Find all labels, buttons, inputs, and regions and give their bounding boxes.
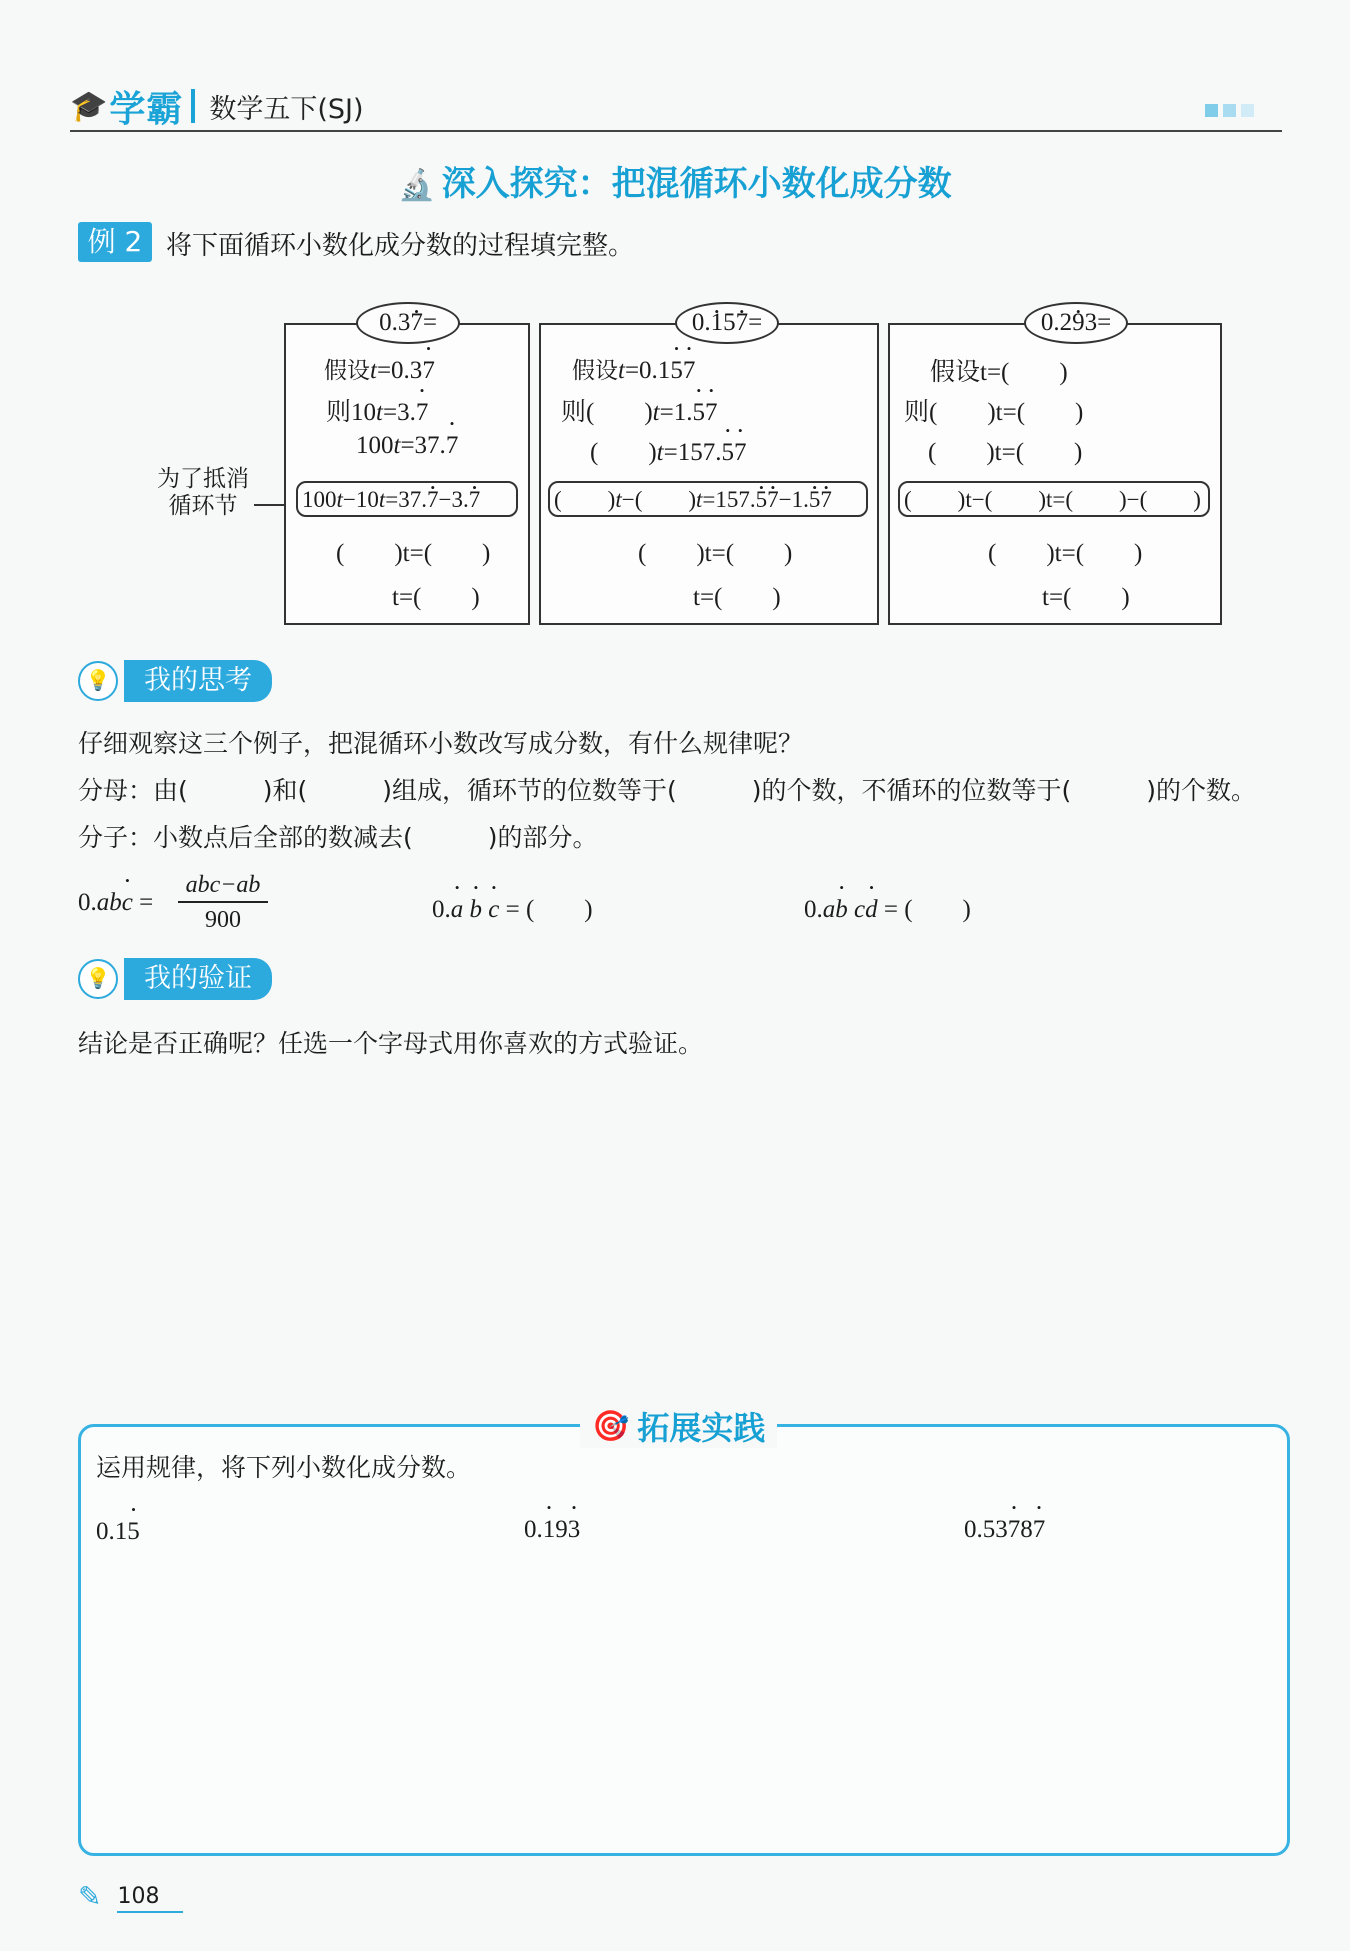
practice-item-3: 0.537 •87 • [964,1516,1045,1544]
box2-line5: ( )t=( ) [638,540,793,567]
fraction-denominator: 900 [205,907,241,933]
box1-line3: 100t=37.7 • [356,432,458,460]
box2-line3: ( )t=157.5 •7 • [590,432,746,468]
brand-name: 学霸 [109,88,184,130]
lightbulb-icon: 💡 [78,661,118,701]
think-tag [78,660,272,702]
decor-square [1205,104,1218,117]
box1-head: 0.37 •= [356,302,460,344]
pencil-icon: ✎ [78,1880,102,1913]
think-numerator: 分子：小数点后全部的数减去( )的部分。 [78,823,598,852]
box2-head: 0.1 •57 •= [675,302,779,344]
box3-line5: ( )t=( ) [988,540,1143,567]
box1-line2: 则10t=3.7 • [326,392,428,428]
header-decor-squares [1205,104,1254,117]
box2-line1: 假设t=0.15 •7 • [572,352,695,385]
verify-tag-label: 我的验证 [124,958,272,1000]
box1-line6: t=( ) [392,584,480,611]
practice-item-2: 0.1 •93 • [524,1516,580,1544]
box3-line2: 则( )t=( ) [904,399,1084,426]
box2-line2: 则( )t=1.5 •7 • [561,392,717,428]
target-icon: 🎯 [592,1408,630,1444]
box3-head: 0.29 •3= [1024,302,1128,344]
practice-box [78,1424,1290,1856]
think-denominator: 分母：由( )和( )组成，循环节的位数等于( )的个数，不循环的位数等于( )的个数。 [78,776,1257,805]
book-title: 数学五下(SJ) [209,93,364,125]
page-number: 108 [117,1884,183,1913]
microscope-icon: 🔬 [398,168,436,203]
practice-instruction: 运用规律，将下列小数化成分数。 [96,1453,472,1482]
think-tag-label: 我的思考 [124,660,272,702]
formula-1-left: 0.abc • = [78,889,153,917]
box2-line4: ( )t−( )t=157.5 •7 •−1.5 •7 • [548,481,868,517]
verify-tag [78,958,272,1000]
box2-line6: t=( ) [693,584,781,611]
box1-line5: ( )t=( ) [336,540,491,567]
box3-line3: ( )t=( ) [928,439,1083,466]
formula-1-fraction [178,872,268,934]
practice-title-text: 拓展实践 [637,1409,766,1447]
example-text: 将下面循环小数化成分数的过程填完整。 [166,231,635,261]
section-title [0,156,1350,205]
section-title-text: 深入探究：把混循环小数化成分数 [441,164,952,204]
box1-line1: 假设t=0.37 • [324,352,435,385]
practice-item-1: 0.15 • [96,1518,140,1546]
graduation-cap-icon: 🎓 [70,88,108,124]
side-note [148,466,258,520]
box1-line4: 100t−10t=37.7 •−3.7 • [296,481,518,517]
practice-title [580,1404,777,1448]
footer [78,1880,183,1913]
think-question: 仔细观察这三个例子，把混循环小数改写成分数，有什么规律呢？ [78,729,804,758]
box3-line1: 假设t=( ) [930,359,1068,386]
verify-question: 结论是否正确呢？任选一个字母式用你喜欢的方式验证。 [78,1029,704,1058]
side-note-line: 循环节 [168,493,238,519]
formula-3: 0.ab • cd • = ( ) [804,889,971,925]
example-badge: 例 2 [78,222,152,262]
box3-line4: ( )t−( )t=( )−( ) [898,481,1210,517]
fraction-numerator: abc−ab [178,872,268,903]
decor-square [1241,104,1254,117]
lightbulb-icon: 💡 [78,959,118,999]
decor-square [1223,104,1236,117]
header-rule [70,130,1282,132]
box3-line6: t=( ) [1042,584,1130,611]
formula-2: 0.a • b • c • = ( ) [432,889,593,925]
header-logo [70,80,364,132]
side-note-line: 为了抵消 [157,466,249,492]
header-divider [191,89,195,123]
